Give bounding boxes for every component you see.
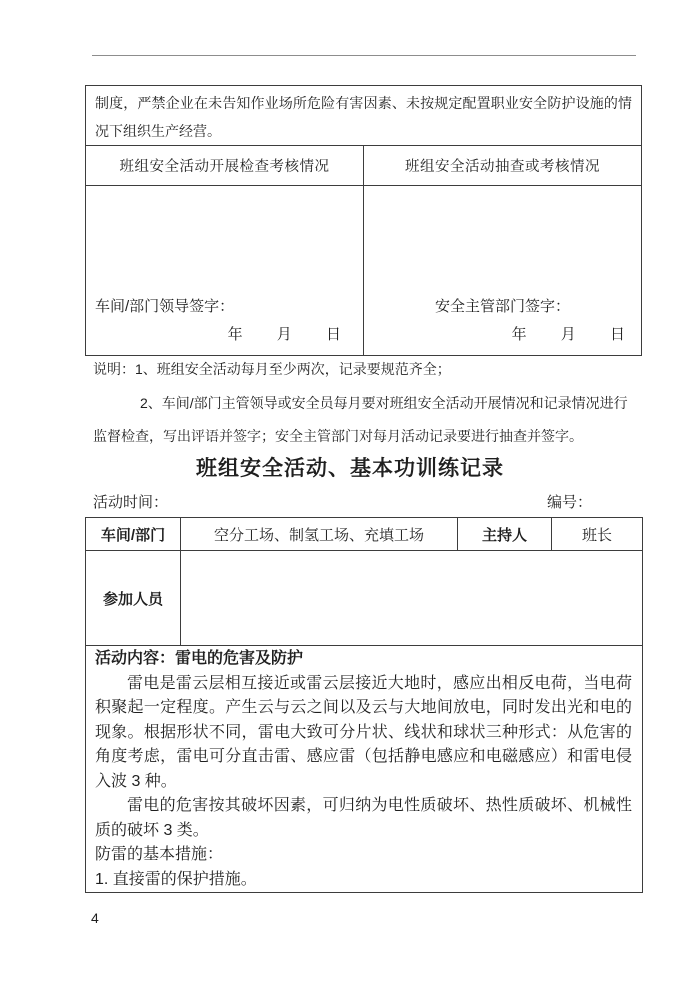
content-paragraph-2: 雷电的危害按其破坏因素，可归纳为电性质破坏、热性质破坏、机械性质的破坏 3 类。: [95, 797, 632, 839]
month-label: 月: [276, 326, 292, 343]
meta-row: [93, 492, 642, 513]
measures-item-1: 1. 直接雷的保护措施。: [95, 870, 257, 888]
safety-dept-sign-label: 安全主管部门签字：: [434, 298, 570, 315]
intro-text-cell: [86, 86, 642, 146]
page-number: 4: [91, 910, 99, 926]
content-paragraph-1: 雷电是雷云层相互接近或雷云层接近大地时，感应出相反电荷，当电荷积聚起一定程度。产生云与云之间以及云与大地间放电，同时发出光和电的现象。根据形状不同，雷电大致可分片状、线状和球状三种形式：从危害的角度考虑，雷电可分直击雷、感应雷（包括静电感应和电磁感应）和雷电侵入波 3 种。: [95, 674, 632, 790]
note-line-1: 说明：1、班组安全活动每月至少两次，记录要规范齐全；: [93, 361, 451, 377]
header-rule: [92, 55, 636, 56]
day-label: 日: [609, 326, 625, 343]
day-label: 日: [325, 326, 341, 343]
activity-content-cell: [86, 646, 643, 893]
year-label: 年: [511, 326, 527, 343]
activity-time-label: 活动时间：: [93, 494, 169, 511]
record-table: [85, 517, 643, 893]
month-label: 月: [560, 326, 576, 343]
host-label-cell: 主持人: [458, 518, 552, 551]
participants-value-cell: [181, 551, 643, 646]
spot-check-header: 班组安全活动抽查或考核情况: [364, 146, 642, 186]
spot-check-record-cell: [364, 186, 642, 356]
dept-leader-sign-label: 车间/部门领导签字：: [95, 298, 235, 315]
note-line-3: 监督检查，写出评语并签字；安全主管部门对每月活动记录要进行抽查并签字。: [93, 428, 583, 444]
number-label: 编号：: [546, 494, 592, 511]
measures-heading-line: 防雷的基本措施：: [95, 846, 224, 863]
activity-content-heading: 活动内容：雷电的危害及防护: [95, 650, 304, 667]
date-line-right: [364, 321, 641, 349]
notes-block: [93, 353, 653, 454]
intro-text: 制度，严禁企业在未告知作业场所危险有害因素、未按规定配置职业安全防护设施的情况下组织生产经营。: [95, 95, 632, 139]
check-assessment-header: 班组安全活动开展检查考核情况: [86, 146, 364, 186]
check-record-cell: [86, 186, 364, 356]
date-line-left: [86, 321, 363, 349]
year-label: 年: [227, 326, 243, 343]
dept-label-cell: 车间/部门: [86, 518, 181, 551]
note-line-2: 2、车间/部门主管领导或安全员每月要对班组安全活动开展情况和记录情况进行: [140, 394, 628, 411]
page-title: 班组安全活动、基本功训练记录: [196, 457, 504, 480]
host-value-cell: 班长: [552, 518, 643, 551]
participants-label-cell: 参加人员: [86, 551, 181, 646]
inspection-table: [85, 85, 642, 356]
dept-value-cell: 空分工场、制氢工场、充填工场: [181, 518, 458, 551]
